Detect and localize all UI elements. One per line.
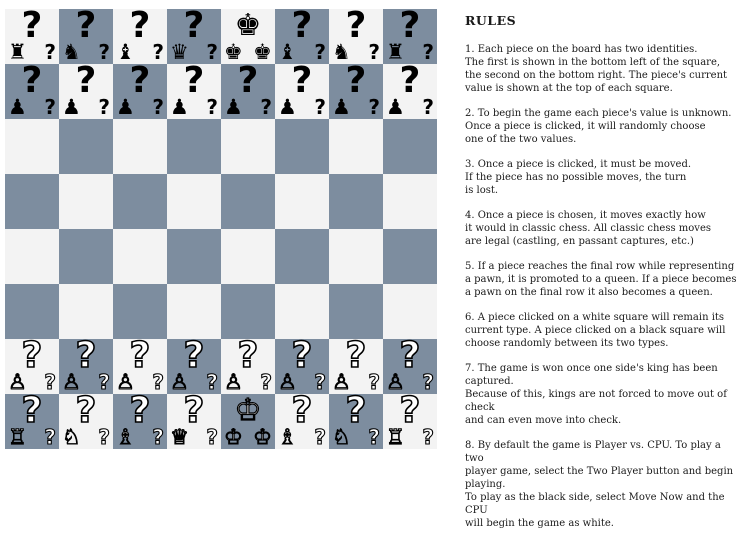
black-bishop-identity-icon: ♝ [116, 40, 135, 64]
unknown-identity-icon: ? [152, 425, 164, 449]
square-f5[interactable] [275, 174, 329, 229]
square-d5[interactable] [167, 174, 221, 229]
black-pawn-identity-icon: ♟ [224, 95, 243, 119]
square-c1[interactable] [113, 394, 167, 449]
unknown-value-icon: ? [399, 64, 421, 101]
black-queen-identity-icon: ♛ [170, 40, 189, 64]
square-c5[interactable] [113, 174, 167, 229]
unknown-value-icon: ? [399, 339, 421, 376]
unknown-identity-icon: ? [98, 40, 110, 64]
rule-8: 8. By default the game is Player vs. CPU. To play a two player game, select the Two Player button and begin playing. To play as the black side, select Move Now and the CPU will begin the game as white. [465, 440, 734, 529]
chess-board [5, 9, 437, 449]
white-bishop-identity-icon: ♗ [278, 425, 297, 449]
square-g6[interactable] [329, 119, 383, 174]
unknown-identity-icon: ? [368, 95, 380, 119]
black-pawn-identity-icon: ♟ [332, 95, 351, 119]
square-g3[interactable] [329, 284, 383, 339]
square-h4[interactable] [383, 229, 437, 284]
square-g1[interactable] [329, 394, 383, 449]
square-g4[interactable] [329, 229, 383, 284]
unknown-identity-icon: ? [44, 425, 56, 449]
unknown-identity-icon: ? [206, 425, 218, 449]
rules-title: RULES [465, 13, 517, 28]
square-b1[interactable] [59, 394, 113, 449]
square-c7[interactable] [113, 64, 167, 119]
square-g5[interactable] [329, 174, 383, 229]
square-a3[interactable] [5, 284, 59, 339]
square-b6[interactable] [59, 119, 113, 174]
square-a8[interactable] [5, 9, 59, 64]
white-queen-identity-icon: ♕ [170, 425, 189, 449]
unknown-identity-icon: ? [368, 40, 380, 64]
square-c4[interactable] [113, 229, 167, 284]
square-d2[interactable] [167, 339, 221, 394]
square-c3[interactable] [113, 284, 167, 339]
unknown-value-icon: ? [291, 339, 313, 376]
white-pawn-identity-icon: ♙ [116, 370, 135, 394]
black-pawn-identity-icon: ♟ [8, 95, 27, 119]
white-pawn-identity-icon: ♙ [278, 370, 297, 394]
unknown-value-icon: ? [129, 339, 151, 376]
square-h6[interactable] [383, 119, 437, 174]
square-f4[interactable] [275, 229, 329, 284]
unknown-value-icon: ? [345, 9, 367, 46]
white-knight-identity-icon: ♘ [332, 425, 351, 449]
unknown-identity-icon: ? [260, 370, 272, 394]
square-e6[interactable] [221, 119, 275, 174]
square-d1[interactable] [167, 394, 221, 449]
square-e2[interactable] [221, 339, 275, 394]
unknown-value-icon: ? [21, 394, 43, 431]
unknown-value-icon: ? [183, 9, 205, 46]
unknown-value-icon: ? [21, 9, 43, 46]
square-h8[interactable] [383, 9, 437, 64]
black-knight-identity-icon: ♞ [332, 40, 351, 64]
white-bishop-identity-icon: ♗ [116, 425, 135, 449]
unknown-identity-icon: ? [44, 95, 56, 119]
white-king-icon: ♔ [234, 394, 262, 428]
unknown-value-icon: ? [129, 394, 151, 431]
square-f2[interactable] [275, 339, 329, 394]
unknown-value-icon: ? [75, 339, 97, 376]
square-c6[interactable] [113, 119, 167, 174]
unknown-identity-icon: ? [422, 95, 434, 119]
black-rook-identity-icon: ♜ [8, 40, 27, 64]
square-a4[interactable] [5, 229, 59, 284]
unknown-value-icon: ? [291, 64, 313, 101]
white-knight-identity-icon: ♘ [62, 425, 81, 449]
square-d7[interactable] [167, 64, 221, 119]
rule-5: 5. If a piece reaches the final row while representing a pawn, it is promoted to a queen. If a piece becomes a pawn on the final row it also becomes a queen. [465, 261, 737, 298]
square-b8[interactable] [59, 9, 113, 64]
square-h1[interactable] [383, 394, 437, 449]
square-a2[interactable] [5, 339, 59, 394]
square-e1[interactable] [221, 394, 275, 449]
unknown-identity-icon: ? [152, 40, 164, 64]
square-b2[interactable] [59, 339, 113, 394]
unknown-value-icon: ? [399, 394, 421, 431]
square-d4[interactable] [167, 229, 221, 284]
unknown-value-icon: ? [75, 394, 97, 431]
unknown-value-icon: ? [183, 339, 205, 376]
square-b3[interactable] [59, 284, 113, 339]
unknown-identity-icon: ? [98, 95, 110, 119]
unknown-value-icon: ? [183, 394, 205, 431]
unknown-value-icon: ? [129, 9, 151, 46]
square-b5[interactable] [59, 174, 113, 229]
unknown-identity-icon: ? [314, 370, 326, 394]
rule-3: 3. Once a piece is clicked, it must be moved. If the piece has no possible moves, the turn is lost. [465, 159, 692, 196]
unknown-value-icon: ? [291, 394, 313, 431]
rule-4: 4. Once a piece is chosen, it moves exactly how it would in classic chess. All classic chess moves are legal (castling, en passant captures, etc.) [465, 210, 711, 247]
square-f8[interactable] [275, 9, 329, 64]
unknown-identity-icon: ? [206, 40, 218, 64]
unknown-identity-icon: ? [260, 95, 272, 119]
unknown-identity-icon: ? [206, 370, 218, 394]
unknown-value-icon: ? [237, 339, 259, 376]
square-b7[interactable] [59, 64, 113, 119]
square-c8[interactable] [113, 9, 167, 64]
unknown-value-icon: ? [345, 394, 367, 431]
square-f6[interactable] [275, 119, 329, 174]
white-rook-identity-icon: ♖ [386, 425, 405, 449]
white-pawn-identity-icon: ♙ [224, 370, 243, 394]
black-king-icon: ♚ [234, 9, 262, 43]
white-pawn-identity-icon: ♙ [386, 370, 405, 394]
unknown-value-icon: ? [291, 9, 313, 46]
square-e5[interactable] [221, 174, 275, 229]
square-a1[interactable] [5, 394, 59, 449]
unknown-identity-icon: ? [98, 425, 110, 449]
square-d3[interactable] [167, 284, 221, 339]
unknown-value-icon: ? [129, 64, 151, 101]
white-king-identity-icon: ♔ [253, 425, 272, 449]
square-h3[interactable] [383, 284, 437, 339]
square-a7[interactable] [5, 64, 59, 119]
unknown-identity-icon: ? [368, 370, 380, 394]
rules-panel [465, 10, 741, 542]
black-pawn-identity-icon: ♟ [62, 95, 81, 119]
unknown-value-icon: ? [21, 64, 43, 101]
square-g8[interactable] [329, 9, 383, 64]
square-e7[interactable] [221, 64, 275, 119]
white-pawn-identity-icon: ♙ [170, 370, 189, 394]
black-bishop-identity-icon: ♝ [278, 40, 297, 64]
white-pawn-identity-icon: ♙ [8, 370, 27, 394]
square-h2[interactable] [383, 339, 437, 394]
square-c2[interactable] [113, 339, 167, 394]
square-f7[interactable] [275, 64, 329, 119]
white-king-identity-icon: ♔ [224, 425, 243, 449]
black-pawn-identity-icon: ♟ [170, 95, 189, 119]
unknown-identity-icon: ? [422, 425, 434, 449]
unknown-identity-icon: ? [314, 425, 326, 449]
unknown-identity-icon: ? [44, 370, 56, 394]
square-e8[interactable] [221, 9, 275, 64]
square-d6[interactable] [167, 119, 221, 174]
unknown-identity-icon: ? [152, 95, 164, 119]
unknown-identity-icon: ? [314, 40, 326, 64]
unknown-identity-icon: ? [152, 370, 164, 394]
unknown-identity-icon: ? [98, 370, 110, 394]
unknown-value-icon: ? [183, 64, 205, 101]
unknown-value-icon: ? [21, 339, 43, 376]
black-king-identity-icon: ♚ [224, 40, 243, 64]
unknown-identity-icon: ? [314, 95, 326, 119]
black-pawn-identity-icon: ♟ [278, 95, 297, 119]
black-knight-identity-icon: ♞ [62, 40, 81, 64]
unknown-identity-icon: ? [422, 40, 434, 64]
white-pawn-identity-icon: ♙ [62, 370, 81, 394]
black-king-identity-icon: ♚ [253, 40, 272, 64]
rule-7: 7. The game is won once one side's king has been captured. Because of this, kings are not forced to move out of check and can even move into check. [465, 363, 727, 426]
unknown-value-icon: ? [345, 64, 367, 101]
rule-2: 2. To begin the game each piece's value is unknown. Once a piece is clicked, it will randomly choose one of the two values. [465, 108, 732, 145]
square-g2[interactable] [329, 339, 383, 394]
square-g7[interactable] [329, 64, 383, 119]
unknown-value-icon: ? [75, 9, 97, 46]
square-a5[interactable] [5, 174, 59, 229]
square-b4[interactable] [59, 229, 113, 284]
unknown-value-icon: ? [237, 64, 259, 101]
unknown-value-icon: ? [75, 64, 97, 101]
square-e4[interactable] [221, 229, 275, 284]
square-e3[interactable] [221, 284, 275, 339]
unknown-value-icon: ? [399, 9, 421, 46]
unknown-identity-icon: ? [422, 370, 434, 394]
white-rook-identity-icon: ♖ [8, 425, 27, 449]
square-h7[interactable] [383, 64, 437, 119]
rule-1: 1. Each piece on the board has two identities. The first is shown in the bottom left of the square, the second on the bottom right. The piece's current value is shown at the top of each square. [465, 44, 728, 94]
unknown-identity-icon: ? [368, 425, 380, 449]
square-a6[interactable] [5, 119, 59, 174]
black-pawn-identity-icon: ♟ [116, 95, 135, 119]
square-f1[interactable] [275, 394, 329, 449]
white-pawn-identity-icon: ♙ [332, 370, 351, 394]
black-pawn-identity-icon: ♟ [386, 95, 405, 119]
rule-6: 6. A piece clicked on a white square will remain its current type. A piece clicked on a black square will choose randomly between its two types. [465, 312, 726, 349]
square-d8[interactable] [167, 9, 221, 64]
unknown-value-icon: ? [345, 339, 367, 376]
unknown-identity-icon: ? [206, 95, 218, 119]
square-f3[interactable] [275, 284, 329, 339]
square-h5[interactable] [383, 174, 437, 229]
black-rook-identity-icon: ♜ [386, 40, 405, 64]
unknown-identity-icon: ? [44, 40, 56, 64]
